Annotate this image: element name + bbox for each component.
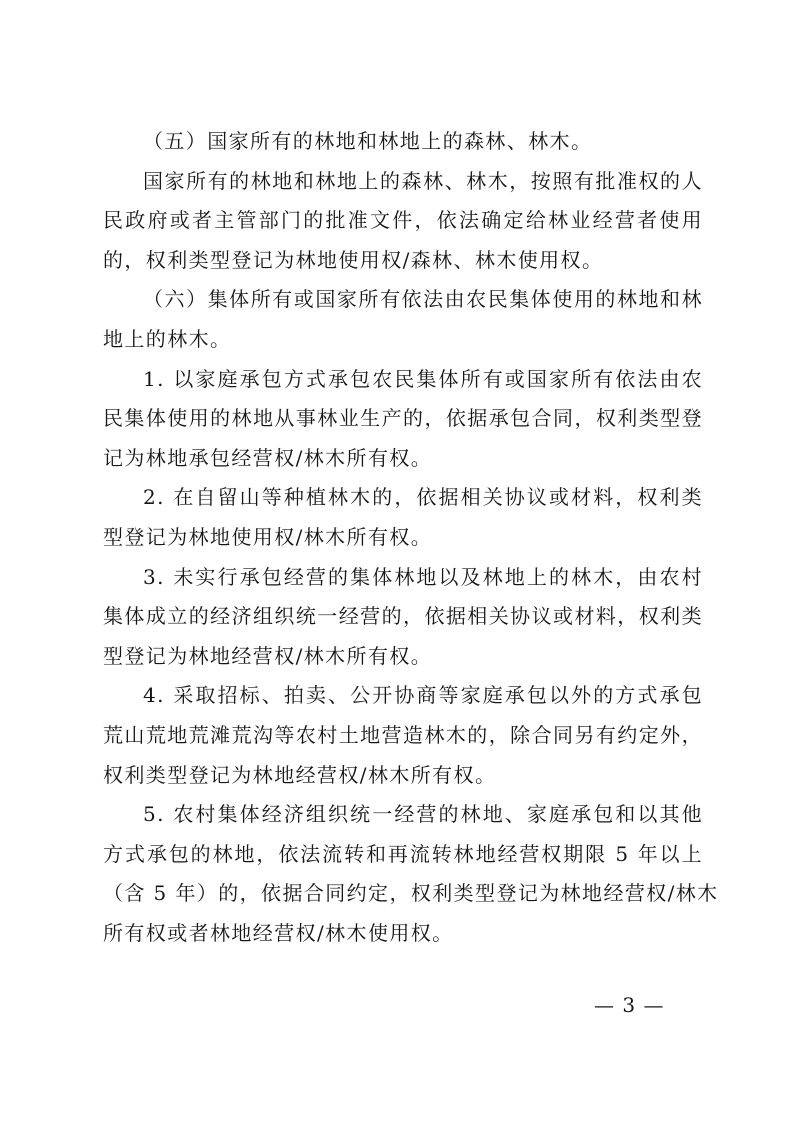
text-line: 5. 农村集体经济组织统一经营的林地、家庭承包和以其他 xyxy=(143,802,703,827)
text-line: 4. 采取招标、拍卖、公开协商等家庭承包以外的方式承包 xyxy=(143,683,703,708)
text-line: 民集体使用的林地从事林业生产的，依据承包合同，权利类型登 xyxy=(103,406,703,431)
paragraph xyxy=(103,676,703,795)
text-line: 3. 未实行承包经营的集体林地以及林地上的林木，由农村 xyxy=(143,564,703,589)
text-line: 权利类型登记为林地经营权/林木所有权。 xyxy=(103,762,497,787)
text-line: 记为林地承包经营权/林木所有权。 xyxy=(103,445,433,470)
text-line: 民政府或者主管部门的批准文件，依法确定给林业经营者使用 xyxy=(103,208,703,233)
paragraph xyxy=(103,558,703,677)
text-line: 地上的林木。 xyxy=(103,326,232,351)
text-line: （六）集体所有或国家所有依法由农民集体使用的林地和林 xyxy=(143,287,703,312)
text-line: 的，权利类型登记为林地使用权/森林、林木使用权。 xyxy=(103,247,604,272)
text-line: 型登记为林地使用权/林木所有权。 xyxy=(103,524,433,549)
paragraph xyxy=(103,795,719,953)
text-line: 荒山荒地荒滩荒沟等农村土地营造林木的，除合同另有约定外， xyxy=(103,722,703,747)
text-line: （含 5 年）的，依据合同约定，权利类型登记为林地经营权/林木 xyxy=(103,881,719,906)
paragraph xyxy=(103,280,703,359)
paragraph xyxy=(103,122,703,162)
text-line: 所有权或者林地经营权/林木使用权。 xyxy=(103,920,454,945)
paragraph xyxy=(103,162,703,281)
text-line: 国家所有的林地和林地上的森林、林木，按照有批准权的人 xyxy=(143,168,703,193)
text-line: 1. 以家庭承包方式承包农民集体所有或国家所有依法由农 xyxy=(143,366,703,391)
text-line: 方式承包的林地，依法流转和再流转林地经营权期限 5 年以上 xyxy=(103,841,703,866)
text-line: 2. 在自留山等种植林木的，依据相关协议或材料，权利类 xyxy=(143,485,703,510)
paragraph xyxy=(103,478,703,557)
page-number: — 3 — xyxy=(594,993,665,1017)
document-body xyxy=(103,122,719,953)
text-line: （五）国家所有的林地和林地上的森林、林木。 xyxy=(143,129,593,153)
paragraph xyxy=(103,360,703,479)
text-line: 集体成立的经济组织统一经营的，依据相关协议或材料，权利类 xyxy=(103,604,703,629)
text-line: 型登记为林地经营权/林木所有权。 xyxy=(103,643,433,668)
